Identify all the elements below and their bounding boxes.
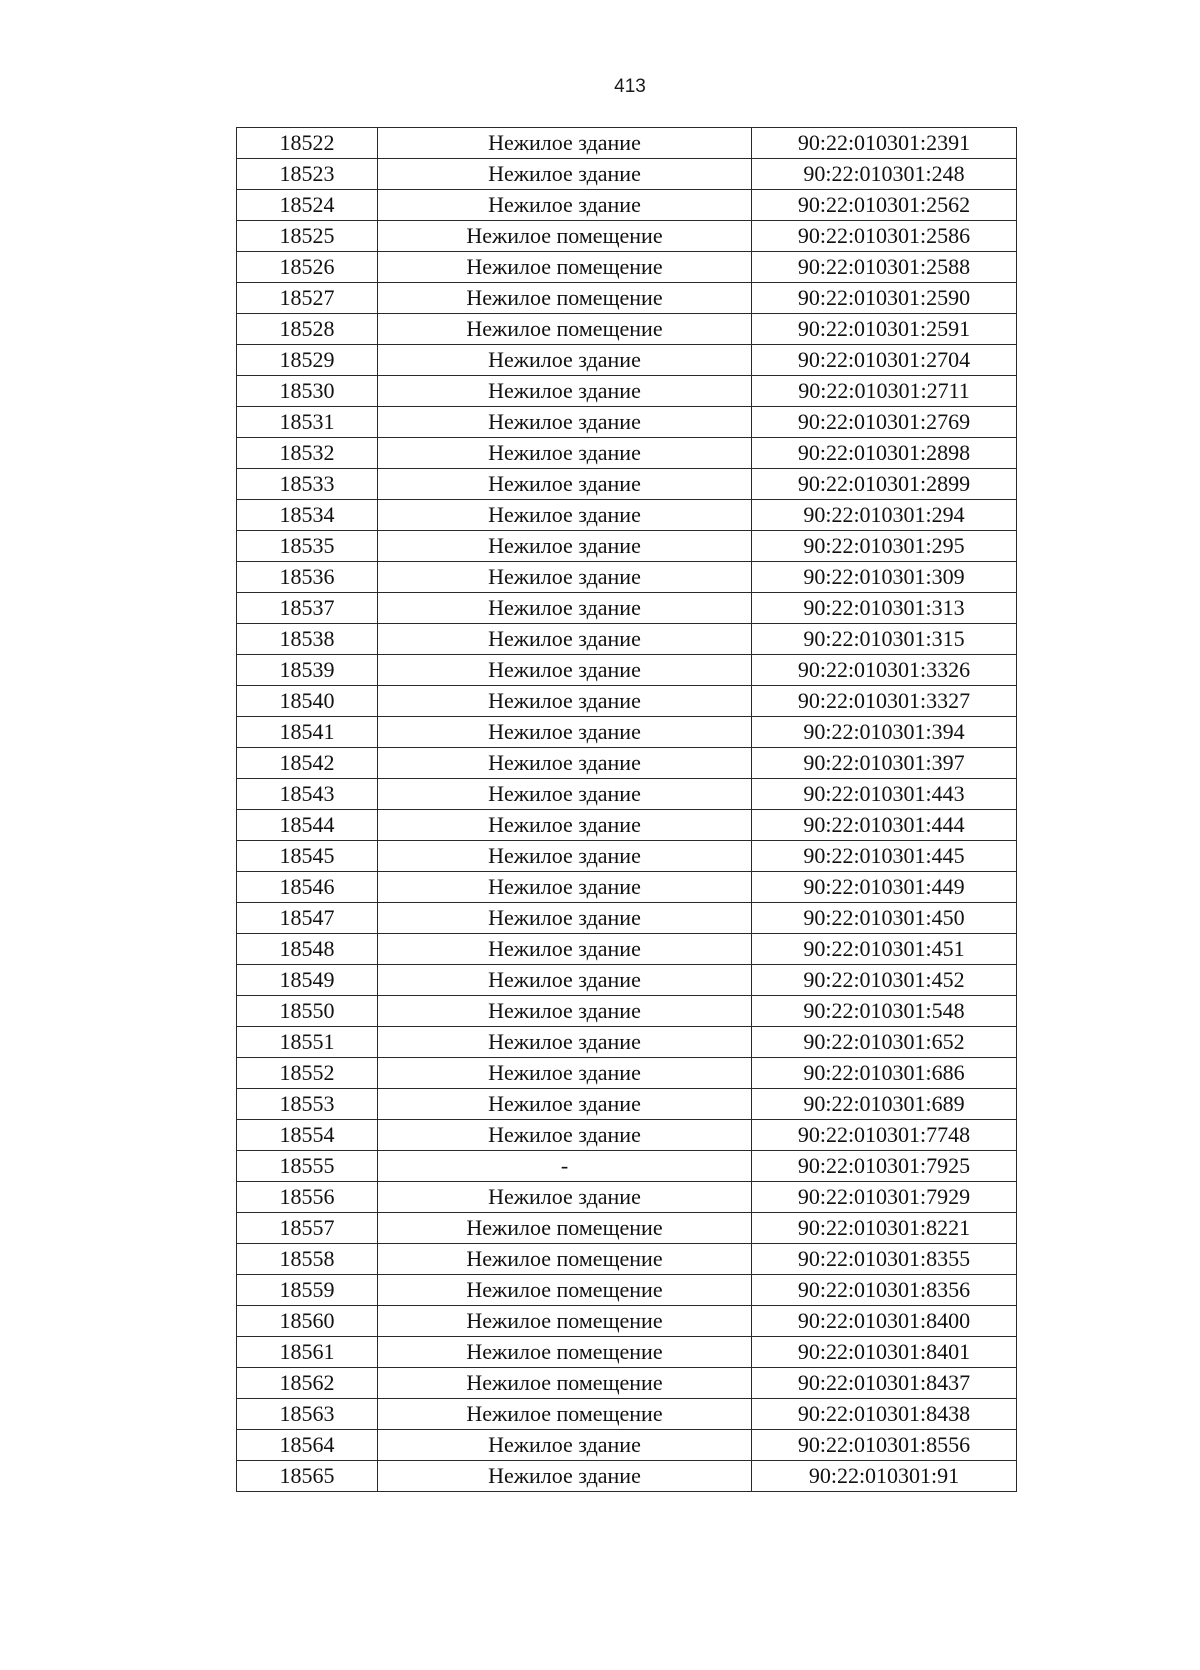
row-number-cell: 18530 [237, 376, 378, 407]
row-number-cell: 18554 [237, 1120, 378, 1151]
row-number-cell: 18529 [237, 345, 378, 376]
object-type-cell: Нежилое здание [378, 562, 752, 593]
row-number-cell: 18551 [237, 1027, 378, 1058]
object-type-cell: Нежилое здание [378, 686, 752, 717]
cadastral-number-cell: 90:22:010301:3326 [752, 655, 1017, 686]
table-row [237, 841, 1017, 872]
cadastral-number-cell: 90:22:010301:450 [752, 903, 1017, 934]
row-number-cell: 18539 [237, 655, 378, 686]
row-number-cell: 18543 [237, 779, 378, 810]
object-type-cell: Нежилое здание [378, 903, 752, 934]
table-row [237, 1027, 1017, 1058]
cadastral-number-cell: 90:22:010301:3327 [752, 686, 1017, 717]
table-row [237, 1275, 1017, 1306]
row-number-cell: 18538 [237, 624, 378, 655]
cadastral-number-cell: 90:22:010301:313 [752, 593, 1017, 624]
cadastral-number-cell: 90:22:010301:8438 [752, 1399, 1017, 1430]
object-type-cell: Нежилое здание [378, 469, 752, 500]
table-row [237, 810, 1017, 841]
row-number-cell: 18533 [237, 469, 378, 500]
object-type-cell: Нежилое здание [378, 1120, 752, 1151]
object-type-cell: Нежилое помещение [378, 283, 752, 314]
table-row [237, 1151, 1017, 1182]
cadastral-number-cell: 90:22:010301:7925 [752, 1151, 1017, 1182]
row-number-cell: 18535 [237, 531, 378, 562]
object-type-cell: Нежилое помещение [378, 1213, 752, 1244]
page-number: 413 [614, 76, 646, 97]
row-number-cell: 18524 [237, 190, 378, 221]
cadastral-number-cell: 90:22:010301:444 [752, 810, 1017, 841]
object-type-cell: Нежилое здание [378, 345, 752, 376]
cadastral-number-cell: 90:22:010301:248 [752, 159, 1017, 190]
object-type-cell: Нежилое здание [378, 500, 752, 531]
table-row [237, 438, 1017, 469]
object-type-cell: Нежилое здание [378, 1089, 752, 1120]
row-number-cell: 18523 [237, 159, 378, 190]
row-number-cell: 18522 [237, 128, 378, 159]
row-number-cell: 18546 [237, 872, 378, 903]
row-number-cell: 18541 [237, 717, 378, 748]
table-row [237, 996, 1017, 1027]
cadastral-number-cell: 90:22:010301:8437 [752, 1368, 1017, 1399]
object-type-cell: Нежилое здание [378, 1027, 752, 1058]
object-type-cell: Нежилое здание [378, 841, 752, 872]
table-row [237, 965, 1017, 996]
table-row [237, 1213, 1017, 1244]
table-row [237, 159, 1017, 190]
object-type-cell: Нежилое помещение [378, 314, 752, 345]
cadastral-number-cell: 90:22:010301:2769 [752, 407, 1017, 438]
cadastral-number-cell: 90:22:010301:449 [752, 872, 1017, 903]
object-type-cell: Нежилое помещение [378, 252, 752, 283]
object-type-cell: Нежилое здание [378, 872, 752, 903]
cadastral-number-cell: 90:22:010301:7748 [752, 1120, 1017, 1151]
cadastral-number-cell: 90:22:010301:2391 [752, 128, 1017, 159]
table-row [237, 1089, 1017, 1120]
table-row [237, 1461, 1017, 1492]
cadastral-number-cell: 90:22:010301:652 [752, 1027, 1017, 1058]
cadastral-number-cell: 90:22:010301:7929 [752, 1182, 1017, 1213]
table-row [237, 903, 1017, 934]
row-number-cell: 18528 [237, 314, 378, 345]
row-number-cell: 18547 [237, 903, 378, 934]
table-row [237, 779, 1017, 810]
cadastral-number-cell: 90:22:010301:309 [752, 562, 1017, 593]
cadastral-number-cell: 90:22:010301:8356 [752, 1275, 1017, 1306]
row-number-cell: 18559 [237, 1275, 378, 1306]
cadastral-number-cell: 90:22:010301:686 [752, 1058, 1017, 1089]
object-type-cell: Нежилое здание [378, 190, 752, 221]
object-type-cell: Нежилое здание [378, 376, 752, 407]
row-number-cell: 18563 [237, 1399, 378, 1430]
object-type-cell: Нежилое здание [378, 407, 752, 438]
cadastral-number-cell: 90:22:010301:8400 [752, 1306, 1017, 1337]
object-type-cell: Нежилое здание [378, 128, 752, 159]
cadastral-number-cell: 90:22:010301:2899 [752, 469, 1017, 500]
table-row [237, 314, 1017, 345]
cadastral-number-cell: 90:22:010301:443 [752, 779, 1017, 810]
cadastral-number-cell: 90:22:010301:2562 [752, 190, 1017, 221]
row-number-cell: 18564 [237, 1430, 378, 1461]
row-number-cell: 18527 [237, 283, 378, 314]
cadastral-number-cell: 90:22:010301:2586 [752, 221, 1017, 252]
table-row [237, 748, 1017, 779]
object-type-cell: Нежилое помещение [378, 1244, 752, 1275]
row-number-cell: 18565 [237, 1461, 378, 1492]
object-type-cell: Нежилое здание [378, 748, 752, 779]
row-number-cell: 18550 [237, 996, 378, 1027]
object-type-cell: Нежилое здание [378, 965, 752, 996]
object-type-cell: Нежилое здание [378, 1058, 752, 1089]
table-row [237, 1058, 1017, 1089]
row-number-cell: 18545 [237, 841, 378, 872]
object-type-cell: Нежилое здание [378, 1182, 752, 1213]
row-number-cell: 18562 [237, 1368, 378, 1399]
registry-table-body [237, 128, 1017, 1492]
row-number-cell: 18540 [237, 686, 378, 717]
row-number-cell: 18549 [237, 965, 378, 996]
cadastral-number-cell: 90:22:010301:2588 [752, 252, 1017, 283]
cadastral-number-cell: 90:22:010301:8355 [752, 1244, 1017, 1275]
cadastral-number-cell: 90:22:010301:8221 [752, 1213, 1017, 1244]
cadastral-number-cell: 90:22:010301:689 [752, 1089, 1017, 1120]
table-row [237, 469, 1017, 500]
object-type-cell: Нежилое здание [378, 1430, 752, 1461]
table-row [237, 376, 1017, 407]
table-row [237, 407, 1017, 438]
cadastral-number-cell: 90:22:010301:2704 [752, 345, 1017, 376]
table-row [237, 345, 1017, 376]
table-row [237, 1430, 1017, 1461]
row-number-cell: 18526 [237, 252, 378, 283]
row-number-cell: 18536 [237, 562, 378, 593]
table-row [237, 717, 1017, 748]
row-number-cell: 18555 [237, 1151, 378, 1182]
object-type-cell: Нежилое здание [378, 438, 752, 469]
object-type-cell: Нежилое здание [378, 996, 752, 1027]
cadastral-number-cell: 90:22:010301:2711 [752, 376, 1017, 407]
object-type-cell: Нежилое здание [378, 159, 752, 190]
row-number-cell: 18558 [237, 1244, 378, 1275]
cadastral-number-cell: 90:22:010301:91 [752, 1461, 1017, 1492]
row-number-cell: 18534 [237, 500, 378, 531]
cadastral-number-cell: 90:22:010301:2898 [752, 438, 1017, 469]
object-type-cell: Нежилое помещение [378, 1399, 752, 1430]
object-type-cell: - [378, 1151, 752, 1182]
cadastral-number-cell: 90:22:010301:315 [752, 624, 1017, 655]
table-row [237, 252, 1017, 283]
row-number-cell: 18532 [237, 438, 378, 469]
table-row [237, 1306, 1017, 1337]
object-type-cell: Нежилое помещение [378, 1306, 752, 1337]
row-number-cell: 18531 [237, 407, 378, 438]
object-type-cell: Нежилое здание [378, 1461, 752, 1492]
table-row [237, 1120, 1017, 1151]
row-number-cell: 18537 [237, 593, 378, 624]
object-type-cell: Нежилое помещение [378, 1275, 752, 1306]
cadastral-number-cell: 90:22:010301:451 [752, 934, 1017, 965]
cadastral-number-cell: 90:22:010301:8556 [752, 1430, 1017, 1461]
row-number-cell: 18557 [237, 1213, 378, 1244]
row-number-cell: 18560 [237, 1306, 378, 1337]
table-row [237, 1399, 1017, 1430]
cadastral-number-cell: 90:22:010301:445 [752, 841, 1017, 872]
table-row [237, 283, 1017, 314]
cadastral-number-cell: 90:22:010301:548 [752, 996, 1017, 1027]
object-type-cell: Нежилое здание [378, 655, 752, 686]
cadastral-number-cell: 90:22:010301:2590 [752, 283, 1017, 314]
cadastral-number-cell: 90:22:010301:394 [752, 717, 1017, 748]
cadastral-number-cell: 90:22:010301:452 [752, 965, 1017, 996]
table-row [237, 593, 1017, 624]
object-type-cell: Нежилое помещение [378, 1337, 752, 1368]
object-type-cell: Нежилое здание [378, 531, 752, 562]
table-row [237, 500, 1017, 531]
object-type-cell: Нежилое здание [378, 717, 752, 748]
table-row [237, 686, 1017, 717]
table-row [237, 1368, 1017, 1399]
row-number-cell: 18525 [237, 221, 378, 252]
table-row [237, 531, 1017, 562]
table-row [237, 190, 1017, 221]
table-row [237, 934, 1017, 965]
table-row [237, 1337, 1017, 1368]
cadastral-number-cell: 90:22:010301:397 [752, 748, 1017, 779]
table-row [237, 624, 1017, 655]
object-type-cell: Нежилое здание [378, 624, 752, 655]
cadastral-number-cell: 90:22:010301:2591 [752, 314, 1017, 345]
row-number-cell: 18552 [237, 1058, 378, 1089]
table-row [237, 128, 1017, 159]
object-type-cell: Нежилое здание [378, 934, 752, 965]
table-row [237, 655, 1017, 686]
row-number-cell: 18548 [237, 934, 378, 965]
table-row [237, 1182, 1017, 1213]
table-row [237, 872, 1017, 903]
object-type-cell: Нежилое здание [378, 779, 752, 810]
registry-table [236, 127, 1017, 1492]
object-type-cell: Нежилое помещение [378, 1368, 752, 1399]
table-row [237, 562, 1017, 593]
row-number-cell: 18556 [237, 1182, 378, 1213]
cadastral-number-cell: 90:22:010301:295 [752, 531, 1017, 562]
row-number-cell: 18542 [237, 748, 378, 779]
cadastral-number-cell: 90:22:010301:294 [752, 500, 1017, 531]
row-number-cell: 18544 [237, 810, 378, 841]
row-number-cell: 18553 [237, 1089, 378, 1120]
object-type-cell: Нежилое здание [378, 593, 752, 624]
object-type-cell: Нежилое здание [378, 810, 752, 841]
row-number-cell: 18561 [237, 1337, 378, 1368]
table-row [237, 221, 1017, 252]
cadastral-number-cell: 90:22:010301:8401 [752, 1337, 1017, 1368]
table-row [237, 1244, 1017, 1275]
object-type-cell: Нежилое помещение [378, 221, 752, 252]
